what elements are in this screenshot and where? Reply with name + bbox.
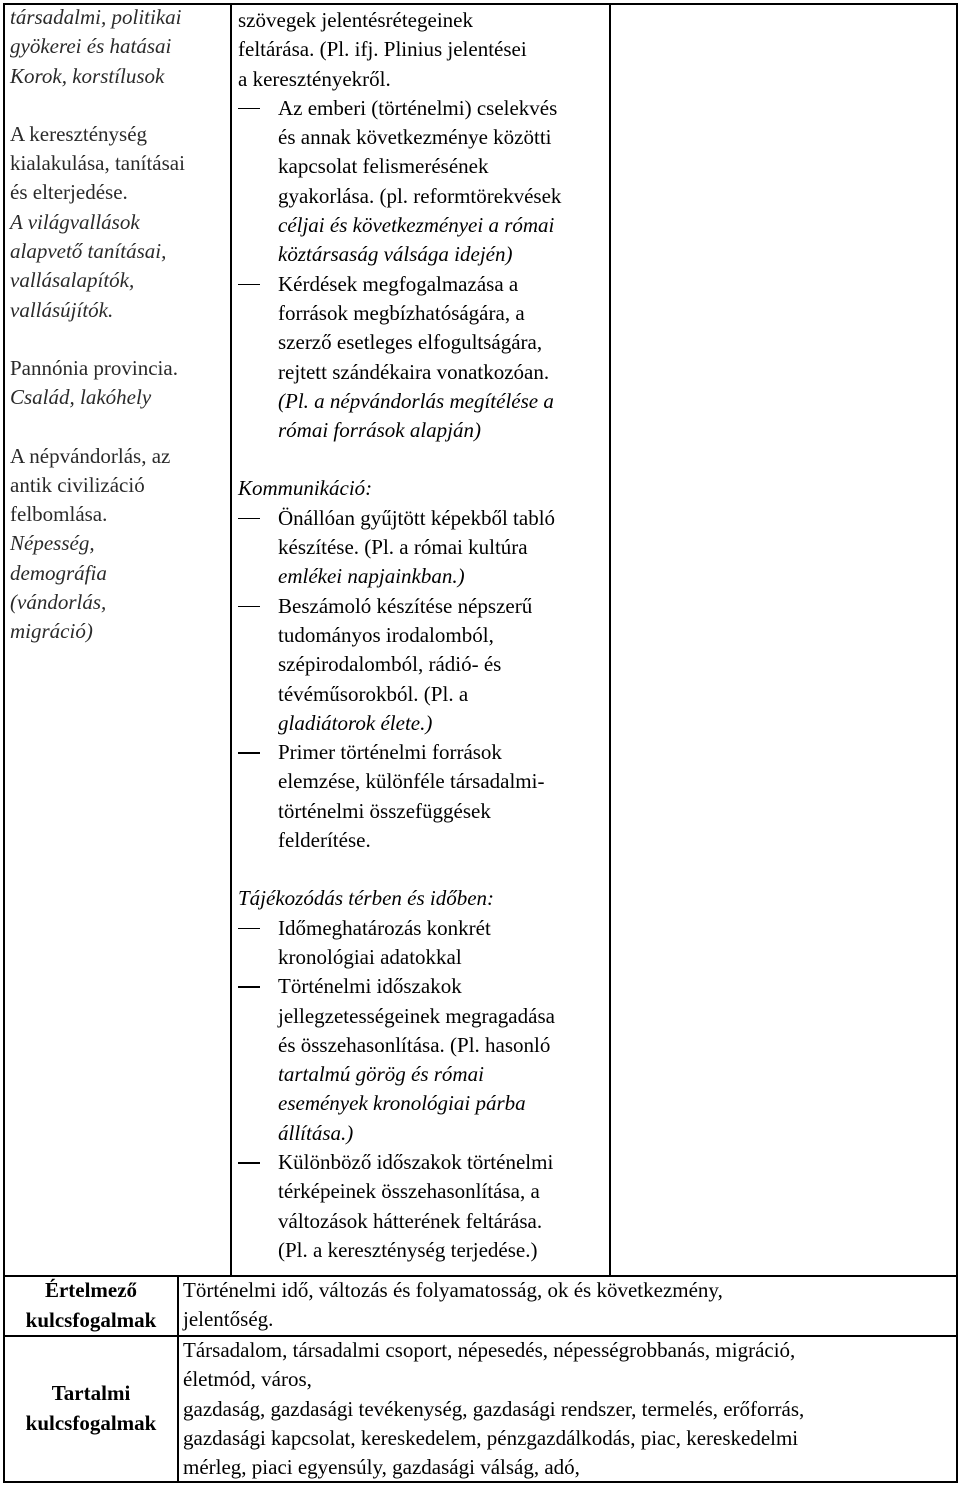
topic-line: társadalmi, politikai	[10, 5, 182, 29]
topic-line: Népesség,	[10, 531, 95, 556]
task-line: történelmi összefüggések	[278, 798, 491, 823]
task-line: és összehasonlítása. (Pl. hasonló	[278, 1032, 551, 1057]
task-bullet	[238, 94, 606, 270]
task-line: Beszámoló készítése népszerű	[278, 593, 533, 618]
topic-line: Korok, korstílusok	[10, 63, 165, 88]
table-left-border	[3, 3, 5, 1483]
intro-paragraph	[238, 6, 606, 94]
task-line: céljai és következményei a római	[278, 213, 555, 238]
task-line: Primer történelmi források	[278, 740, 502, 765]
task-line: emlékei napjainkban.)	[278, 564, 465, 589]
topic-line: Pannónia provincia.	[10, 355, 178, 380]
topic-group	[10, 3, 225, 91]
concept-line: Társadalom, társadalmi csoport, népesedés, népességrobbanás, migráció,	[183, 1338, 796, 1362]
content-concepts-text	[183, 1336, 953, 1482]
orientation-heading: Tájékozódás térben és időben:	[238, 886, 495, 911]
topic-line: felbomlása.	[10, 502, 108, 527]
column-divider-bottom	[177, 1275, 179, 1483]
topic-line: A népvándorlás, az	[10, 443, 171, 468]
task-line: Kérdések megfogalmazása a	[278, 271, 519, 296]
task-bullet	[238, 738, 606, 855]
task-line: változások hátterének feltárása.	[278, 1208, 543, 1233]
task-line: szerző esetleges elfogultságára,	[278, 330, 543, 355]
intro-line: szövegek jelentésrétegeinek	[238, 8, 473, 32]
task-line: és annak következménye közötti	[278, 125, 552, 150]
task-line: felderítése.	[278, 828, 371, 853]
topic-group	[10, 354, 225, 383]
topic-line: kialakulása, tanításai	[10, 151, 185, 176]
topic-line: migráció)	[10, 619, 93, 644]
topic-line: vallásújítók.	[10, 297, 114, 322]
topic-group	[10, 120, 225, 208]
task-line: rejtett szándékaira vonatkozóan.	[278, 359, 550, 384]
task-line: Különböző időszakok történelmi	[278, 1149, 554, 1174]
task-bullet	[238, 504, 606, 592]
task-line: tudományos irodalomból,	[278, 622, 494, 647]
topic-line: (vándorlás,	[10, 590, 107, 615]
topic-line: gyökerei és hatásai	[10, 34, 172, 59]
task-line: Történelmi időszakok	[278, 974, 462, 999]
task-bullet	[238, 914, 606, 973]
task-line: források megbízhatóságára, a	[278, 300, 525, 325]
topic-group	[10, 529, 225, 646]
label-line: Értelmező	[44, 1278, 138, 1302]
task-line: szépirodalomból, rádió- és	[278, 652, 502, 677]
task-line: események kronológiai párba	[278, 1091, 526, 1116]
topic-line: demográfia	[10, 560, 107, 585]
intro-line: feltárása. (Pl. ifj. Plinius jelentései	[238, 37, 527, 62]
intro-line: a keresztényekről.	[238, 66, 391, 91]
label-line: Tartalmi	[51, 1381, 131, 1405]
interpretive-concepts-text	[183, 1276, 953, 1335]
column-divider-top	[230, 3, 232, 1277]
topic-group	[10, 208, 225, 325]
task-line: állítása.)	[278, 1120, 354, 1145]
task-line: térképeinek összehasonlítása, a	[278, 1179, 540, 1204]
interpretive-concepts-label	[5, 1276, 177, 1335]
topic-group	[10, 383, 225, 412]
concept-line: mérleg, piaci egyensúly, gazdasági válság, adó,	[183, 1455, 580, 1480]
label-line: kulcsfogalmak	[25, 1410, 157, 1435]
content-concepts-label	[5, 1379, 177, 1438]
task-line: tartalmú görög és római	[278, 1062, 484, 1087]
topic-line: A kereszténység	[10, 121, 148, 146]
task-line: gladiátorok élete.)	[278, 710, 433, 735]
concept-line: Történelmi idő, változás és folyamatosság, ok és következmény,	[183, 1278, 723, 1302]
development-tasks	[238, 6, 606, 1265]
communication-heading: Kommunikáció:	[238, 476, 373, 501]
task-bullet	[238, 972, 606, 1148]
concept-line: életmód, város,	[183, 1367, 312, 1392]
task-line: kapcsolat felismerésének	[278, 154, 489, 179]
topic-line: Család, lakóhely	[10, 385, 152, 410]
task-line: (Pl. a népvándorlás megítélése a	[278, 388, 554, 413]
task-bullet	[238, 592, 606, 738]
task-bullet	[238, 270, 606, 446]
concept-line: jelentőség.	[183, 1307, 274, 1332]
topic-group	[10, 442, 225, 530]
concept-line: gazdasági kapcsolat, kereskedelem, pénzgazdálkodás, piac, kereskedelmi	[183, 1425, 799, 1450]
task-line: tévéműsorokból. (Pl. a	[278, 681, 469, 706]
task-line: Az emberi (történelmi) cselekvés	[278, 95, 558, 120]
topic-line: alapvető tanításai,	[10, 239, 167, 264]
task-line: Időmeghatározás konkrét	[278, 915, 491, 940]
topic-line: vallásalapítók,	[10, 268, 135, 293]
task-line: elemzése, különféle társadalmi-	[278, 769, 545, 794]
task-line: készítése. (Pl. a római kultúra	[278, 535, 528, 560]
task-line: gyakorlása. (pl. reformtörekvések	[278, 183, 562, 208]
topic-line: antik civilizáció	[10, 472, 145, 497]
topic-line: és elterjedése.	[10, 180, 128, 205]
task-line: Önállóan gyűjtött képekből tabló	[278, 505, 556, 530]
task-line: (Pl. a kereszténység terjedése.)	[278, 1237, 538, 1262]
topic-line: A világvallások	[10, 209, 140, 234]
task-bullet	[238, 1148, 606, 1265]
right-inner-border	[609, 3, 611, 1277]
table-right-border	[956, 3, 958, 1483]
label-line: kulcsfogalmak	[25, 1307, 157, 1332]
task-line: kronológiai adatokkal	[278, 944, 462, 969]
task-line: jellegzetességeinek megragadása	[278, 1003, 555, 1028]
task-line: köztársaság válsága idején)	[278, 242, 513, 267]
concept-line: gazdaság, gazdasági tevékenység, gazdasági rendszer, termelés, erőforrás,	[183, 1396, 805, 1421]
topic-list	[10, 3, 225, 647]
task-line: római források alapján)	[278, 418, 482, 443]
